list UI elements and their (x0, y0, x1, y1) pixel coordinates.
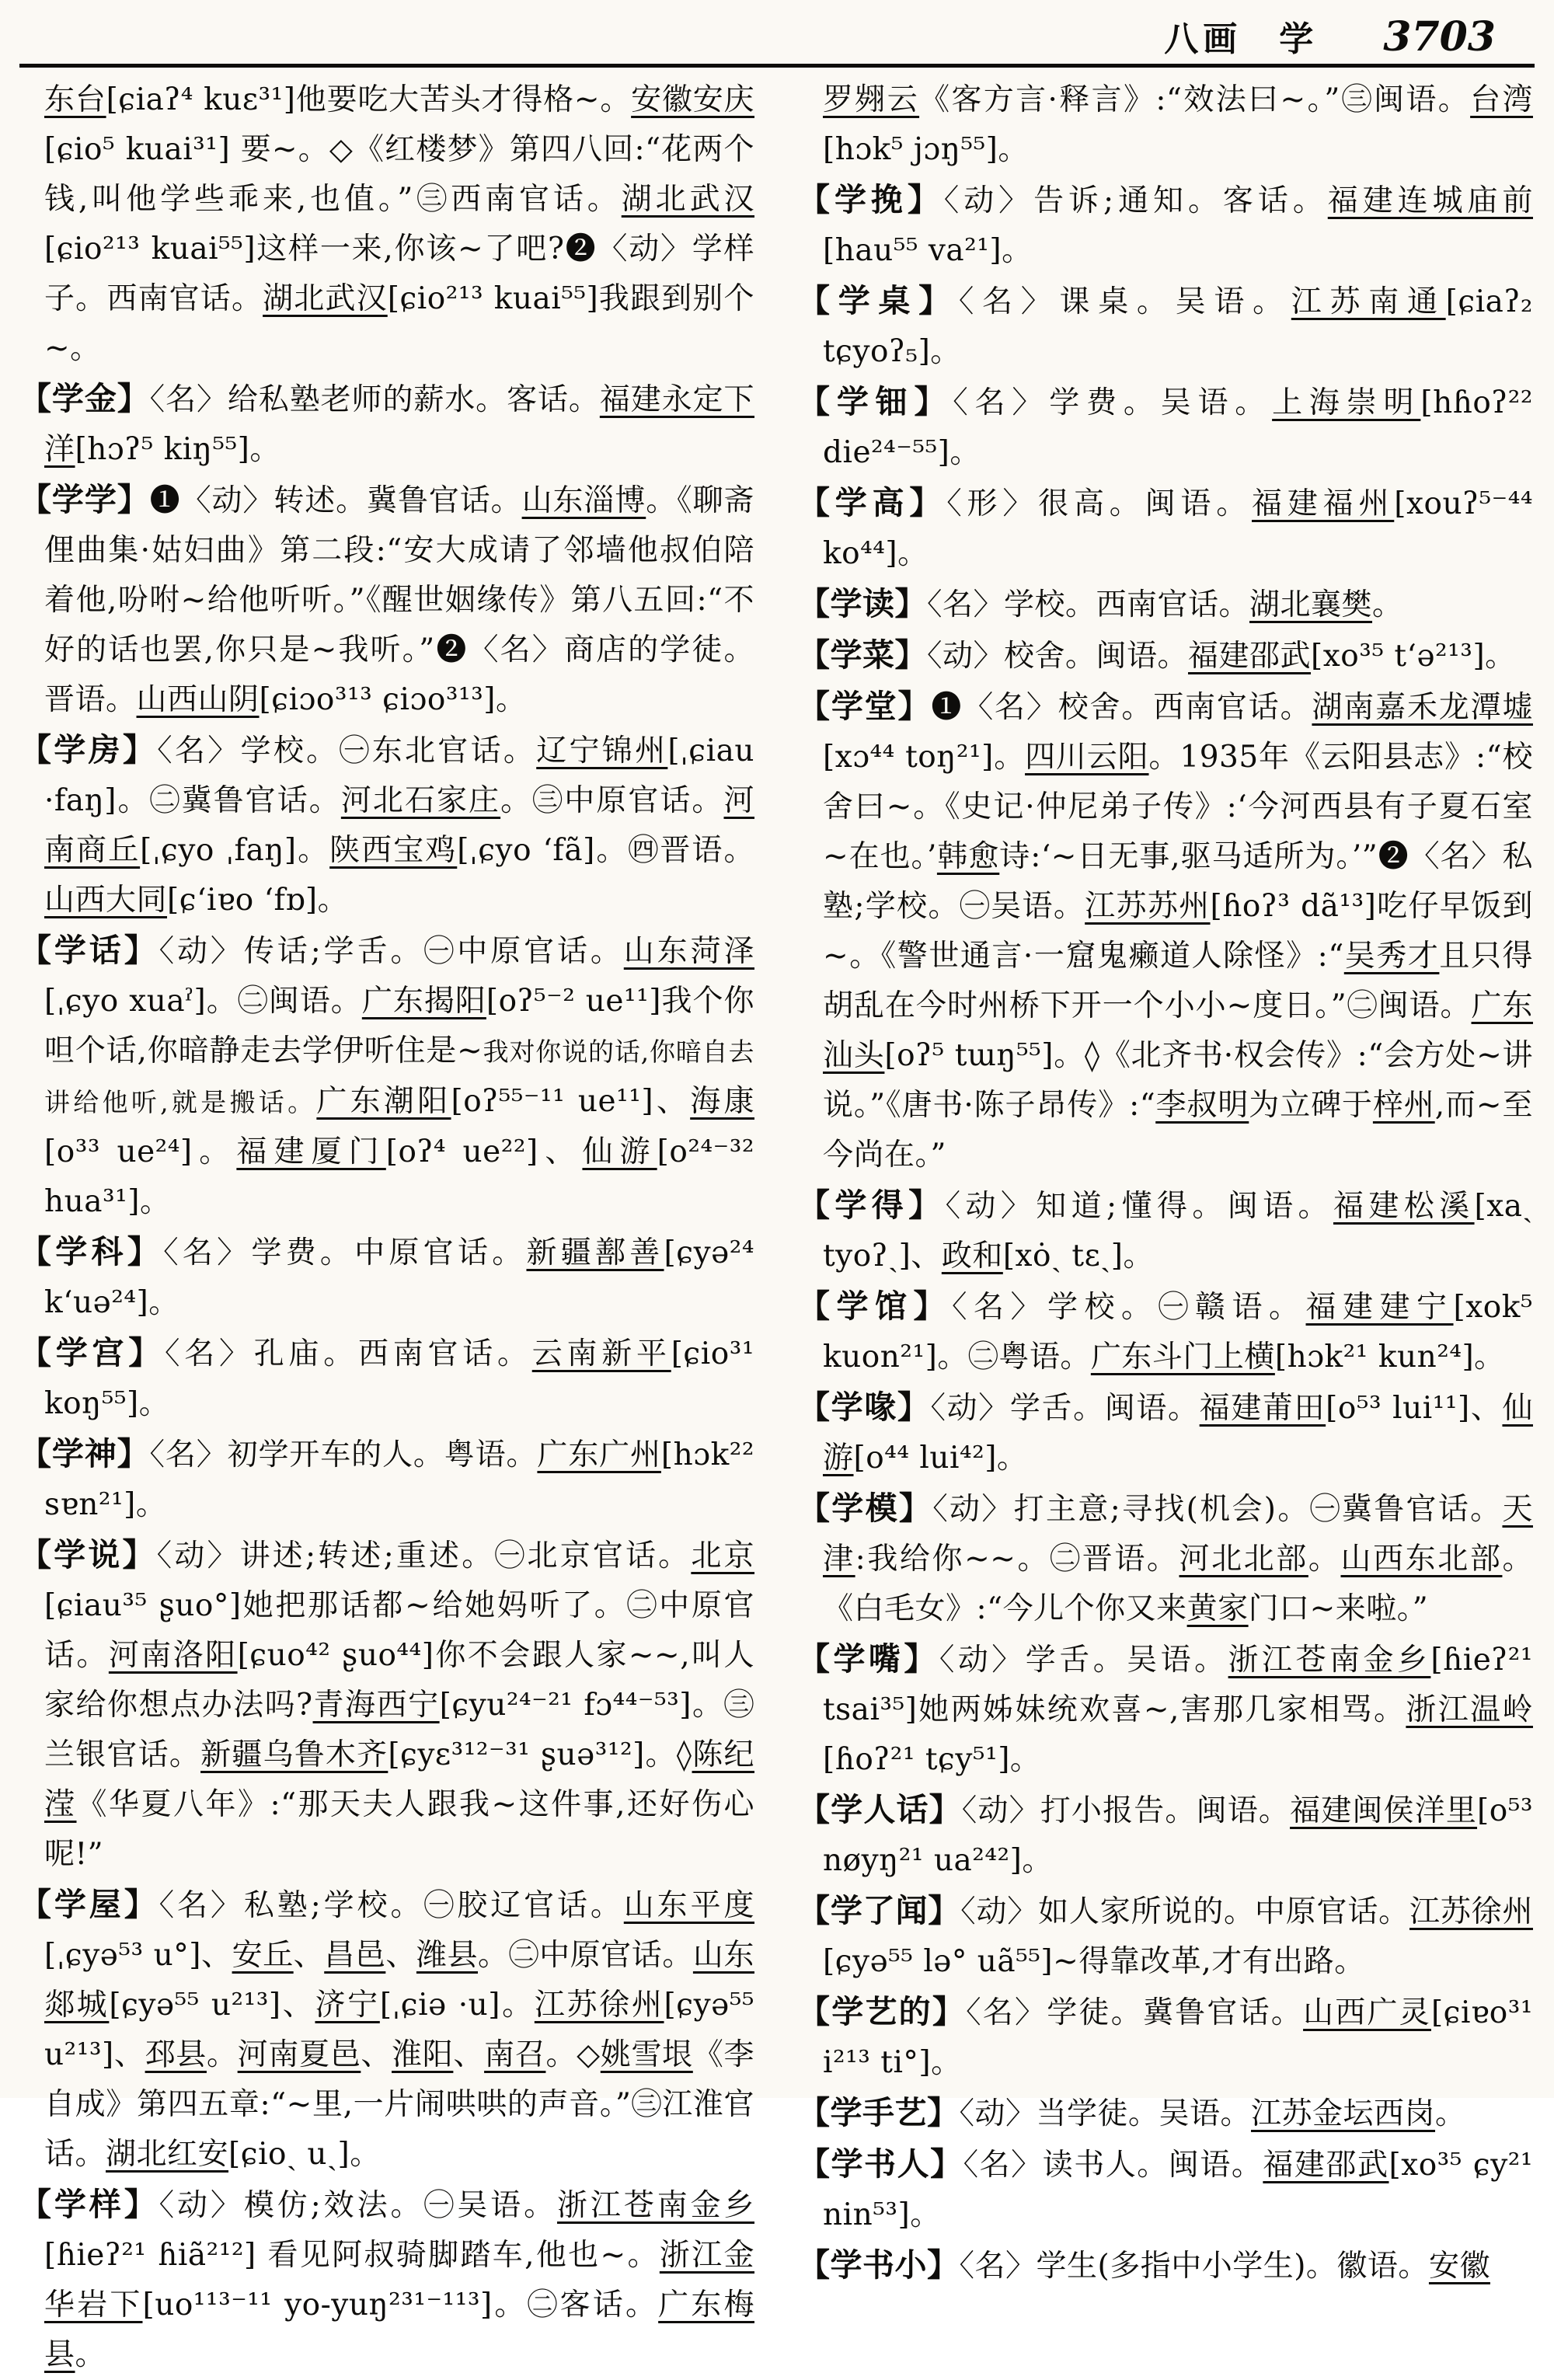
place-name: 福建邵武 (1188, 639, 1312, 674)
entry-text: [ˌɕyə⁵³ u°]、 (44, 1938, 232, 1973)
place-name: 韩愈 (936, 839, 1000, 874)
place-name: 江苏南通 (1291, 284, 1446, 319)
entry-text: ❶〈名〉校舍。西南官话。 (931, 690, 1312, 725)
place-name: 湖北武汉 (263, 281, 388, 316)
entry-text: 。 (75, 2337, 106, 2372)
entry-text: 。《聊斋俚曲集·姑妇曲》第二段:“安大成请了邻墙他叔伯陪着他,吩咐~给他听听。”《醒世姻缘传》第八五回:“不好的话也罢,你只是~我听。”❷〈名〉商店的学徒。晋语。 (44, 483, 754, 717)
entry-text: 〈名〉初学开车的人。粤语。 (149, 1437, 538, 1472)
entry-text: 诗:‘~日无事,驱马适所为。’”❷〈名〉私塾;学校。㊀吴语。 (823, 839, 1533, 924)
entry-text: 我对你说的话,你暗自去讲给他听,就是搬话。 (44, 1037, 754, 1117)
entry-text: 、 (385, 1938, 416, 1973)
dictionary-entry (798, 1180, 1533, 1281)
place-name: 山西东北部 (1340, 1542, 1503, 1577)
place-name: 安丘 (232, 1938, 294, 1973)
place-name: 北京 (691, 1538, 755, 1573)
entry-headword: 【学科】 (19, 1233, 164, 1270)
entry-text: 。㊁中原官话。 (478, 1938, 693, 1973)
entry-text: 〈形〉很高。闽语。 (946, 486, 1253, 521)
entry-text: 、 (453, 2037, 485, 2072)
entry-headword: 【学房】 (19, 731, 158, 768)
entry-text: [ɕʻiɐo ʻfɒ]。 (167, 883, 349, 918)
place-name: 昌邑 (324, 1938, 386, 1973)
entry-text: ,而~至今尚在。” (823, 1088, 1533, 1173)
place-name: 广东揭阳 (361, 984, 486, 1019)
entry-text: 。◇ (545, 2037, 601, 2072)
place-name: 姚雪垠 (600, 2037, 693, 2072)
entry-text: 。 (1308, 1542, 1341, 1577)
place-name: 河南夏邑 (237, 2037, 361, 2072)
dictionary-entry (798, 1281, 1533, 1382)
entry-text: [ɕyu²⁴⁻²¹ fɔ⁴⁴⁻⁵³]。㊂兰银官话。 (44, 1688, 754, 1772)
header-rule (19, 64, 1535, 68)
place-name: 福建松溪 (1333, 1189, 1475, 1224)
place-name: 安徽 (1428, 2249, 1490, 2284)
entry-text: [oʔ⁵ tɯŋ⁵⁵]。◊《北齐书·权会传》:“会方处~讲说。”《唐书·陈子昂传》:“ (823, 1038, 1533, 1123)
dictionary-entry (798, 175, 1533, 276)
entry-text: [ɕio²¹³ kuai⁵⁵]我跟到别个~。 (44, 281, 754, 366)
entry-text: 。 (1372, 587, 1403, 622)
dictionary-entry (19, 2180, 754, 2380)
entry-text: [o³³ ue²⁴]。 (44, 1134, 237, 1169)
entry-text: [hɔk⁵ jɔŋ⁵⁵]。 (823, 132, 1029, 167)
place-name: 广东梅县 (44, 2288, 754, 2372)
running-head (1164, 11, 1496, 61)
place-name: 广东汕头 (823, 988, 1533, 1073)
entry-text: [ɕuo⁴² ʂuo⁴⁴]你不会跟人家~~,叫人家给你想点办法吗? (44, 1638, 754, 1723)
entry-headword: 【学桌】 (798, 282, 959, 319)
entry-text: 〈动〉学舌。闽语。 (930, 1391, 1200, 1426)
dictionary-entry (798, 681, 1533, 1180)
dictionary-entry (798, 478, 1533, 579)
entry-text: :我给你~~。㊁晋语。 (855, 1542, 1179, 1577)
column-left (19, 75, 754, 2380)
entry-text: [xok⁵ kuon²¹]。㊁粤语。 (823, 1290, 1533, 1375)
dictionary-entry (798, 1634, 1533, 1785)
entry-text: 〈动〉如人家所说的。中原官话。 (960, 1894, 1409, 1929)
entry-text: [hɔk²¹ kun²⁴]。 (1274, 1340, 1505, 1375)
entry-text: 〈名〉私塾;学校。㊀胶辽官话。 (159, 1888, 624, 1923)
entry-text: [oʔ⁵⁵⁻¹¹ ue¹¹]、 (451, 1084, 691, 1119)
entry-headword: 【学菜】 (798, 636, 927, 674)
place-name: 浙江苍南金乡 (1228, 1643, 1431, 1678)
entry-text: 《华夏八年》:“那天夫人跟我~这件事,还好伤心呢!” (44, 1787, 754, 1872)
dictionary-entry (19, 1880, 754, 2180)
entry-text: [ɕioˏ uˏ]。 (228, 2137, 381, 2172)
entry-headword: 【学说】 (19, 1536, 157, 1573)
entry-text: [ɕio⁵ kuai³¹] 要~。◇《红楼梦》第四八回:“花两个钱,叫他学些乖来,也值。”㊂西南官话。 (44, 132, 754, 217)
page-number: 3703 (1383, 13, 1496, 61)
entry-headword: 【学堂】 (798, 688, 932, 725)
entry-text: [hɦoʔ²² die²⁴⁻⁵⁵]。 (823, 385, 1533, 470)
entry-text: 。㊂中原官话。 (500, 783, 724, 818)
stroke-section-label: 八画 (1164, 19, 1242, 59)
entry-text: 〈名〉学生(多指中小学生)。徽语。 (959, 2249, 1429, 2284)
entry-text: [ɕiaʔ₂ tɕyoʔ₅]。 (823, 284, 1533, 369)
page-header (19, 6, 1535, 64)
place-name: 福建福州 (1252, 486, 1395, 521)
place-name: 福建连城庙前 (1327, 183, 1533, 218)
place-name: 浙江苍南金乡 (556, 2188, 754, 2223)
entry-text: 〈动〉知道;懂得。闽语。 (945, 1189, 1333, 1224)
place-name: 湖北红安 (106, 2137, 229, 2172)
place-name: 天津 (823, 1492, 1533, 1577)
place-name: 上海崇明 (1272, 385, 1421, 420)
place-name: 湖南嘉禾龙潭墟 (1312, 690, 1533, 725)
place-name: 江苏徐州 (534, 1988, 664, 2023)
section-character: 学 (1279, 19, 1314, 59)
place-name: 云南新平 (531, 1336, 671, 1371)
place-name: 仙游 (823, 1391, 1533, 1476)
place-name: 湖北襄樊 (1249, 587, 1373, 622)
entry-text: 。1935年《云阳县志》:“校舍曰~。《史记·仲尼弟子传》:‘今河西县有子夏石室~在也。’ (823, 740, 1533, 874)
entry-text: [xȯˏ tɛˏ]。 (1002, 1239, 1154, 1274)
place-name: 罗翙云 (823, 82, 920, 117)
entry-text: 〈名〉学费。中原官话。 (163, 1235, 527, 1270)
place-name: 政和 (941, 1239, 1003, 1274)
entry-headword: 【学话】 (19, 932, 159, 969)
entry-text: 〈动〉告诉;通知。客话。 (943, 183, 1328, 218)
place-name: 台湾 (1470, 82, 1533, 117)
entry-headword: 【学神】 (19, 1435, 150, 1472)
place-name: 新疆乌鲁木齐 (200, 1737, 388, 1772)
entry-text: [uo¹¹³⁻¹¹ yo-yuŋ²³¹⁻¹¹³]。㊁客话。 (142, 2288, 659, 2323)
entry-headword: 【学屋】 (19, 1886, 159, 1923)
place-name: 广东潮阳 (316, 1084, 451, 1119)
place-name: 淮阳 (392, 2037, 454, 2072)
dictionary-entry (798, 377, 1533, 478)
dictionary-entry (798, 1785, 1533, 1886)
entry-text: [ɕyə⁵⁵ lə° uã⁵⁵]~得靠改革,才有出路。 (823, 1944, 1365, 1979)
entry-text: [ˌɕyo ʻfã]。㊃晋语。 (457, 833, 754, 868)
place-name: 江苏苏州 (1085, 889, 1211, 924)
place-name: 河北石家庄 (340, 783, 501, 818)
entry-text: [ɕiɔo³¹³ ɕiɔo³¹³]。 (259, 682, 527, 717)
place-name: 安徽安庆 (631, 82, 754, 117)
entry-headword: 【学高】 (798, 484, 947, 521)
entry-text: [o²⁴⁻³² hua³¹]。 (44, 1134, 754, 1219)
entry-text: [ɦieʔ²¹ ɦiã²¹²] 看见阿叔骑脚踏车,他也~。 (44, 2238, 660, 2273)
entry-headword: 【学手艺】 (798, 2094, 960, 2131)
entry-text: [ɦoʔ²¹ tɕy⁵¹]。 (823, 1742, 1041, 1777)
place-name: 吴秀才 (1343, 939, 1440, 974)
entry-text: [ɦoʔ³ dã¹³]吃仔早饭到~。《警世通言·一窟鬼癞道人除怪》:“ (823, 889, 1533, 974)
place-name: 潍县 (416, 1938, 479, 1973)
entry-text: [ɕyɛ³¹²⁻³¹ ʂuə³¹²]。◊ (388, 1737, 692, 1772)
entry-text: [ɕiau³⁵ ʂuo°]她把那话都~给她妈听了。㊁中原官话。 (44, 1588, 754, 1673)
entry-headword: 【学读】 (798, 585, 927, 622)
place-name: 山西广灵 (1303, 1995, 1431, 2030)
entry-headword: 【学样】 (19, 2186, 159, 2223)
place-name: 福建莆田 (1199, 1391, 1326, 1426)
entry-text: 为立碑于 (1249, 1088, 1373, 1123)
place-name: 济宁 (315, 1988, 380, 2023)
entry-text: 〈动〉校舍。闽语。 (927, 639, 1189, 674)
dictionary-entry (19, 1429, 754, 1530)
entry-headword: 【学书小】 (798, 2246, 960, 2284)
entry-text: 〈名〉孔庙。西南官话。 (165, 1336, 532, 1371)
place-name: 浙江金华岩下 (44, 2238, 754, 2323)
place-name: 浙江温岭 (1406, 1692, 1533, 1727)
place-name: 河南洛阳 (108, 1638, 238, 1673)
entry-continuation (798, 75, 1533, 175)
entry-text: 〈名〉读书人。闽语。 (963, 2148, 1263, 2183)
entry-text: [oʔ⁴ ue²²]、 (385, 1134, 583, 1169)
entry-text: [ɕiaʔ⁴ kuɛ³¹]他要吃大苦头才得格~。 (106, 82, 632, 117)
place-name: 陈纪滢 (44, 1737, 754, 1822)
entry-text: 。 (206, 2037, 238, 2072)
entry-headword: 【学模】 (798, 1490, 933, 1527)
entry-headword: 【学宫】 (19, 1334, 165, 1371)
entry-text: 〈名〉学徒。冀鲁官话。 (966, 1995, 1304, 2030)
place-name: 黄家 (1186, 1591, 1249, 1626)
dictionary-entry (19, 925, 754, 1227)
entry-headword: 【学人话】 (798, 1791, 962, 1828)
dictionary-entry (798, 1483, 1533, 1634)
entry-text: 〈动〉打小报告。闽语。 (961, 1793, 1291, 1828)
entry-text: [ɕyə⁵⁵ u²¹³]、 (44, 1988, 754, 2072)
entry-headword: 【学得】 (798, 1187, 946, 1224)
entry-text: 〈名〉学校。西南官话。 (927, 587, 1250, 622)
place-name: 广东广州 (537, 1437, 661, 1472)
entry-text: 门口~来啦。” (1248, 1591, 1429, 1626)
entry-headword: 【学嘴】 (798, 1640, 939, 1678)
entry-text: [xaˏ tyoʔˏ]、 (823, 1189, 1533, 1274)
entry-text: [xo³⁵ tʻə²¹³]。 (1311, 639, 1516, 674)
dictionary-entry (19, 725, 754, 925)
entry-text: 〈名〉给私塾老师的薪水。客话。 (149, 382, 600, 417)
place-name: 山东平度 (623, 1888, 754, 1923)
entry-text: [ˌɕiau ·faŋ]。㊁冀鲁官话。 (44, 734, 754, 818)
dictionary-entry (798, 579, 1533, 630)
entry-text: [hɔʔ⁵ kiŋ⁵⁵]。 (75, 432, 280, 467)
entry-headword: 【学了闻】 (798, 1892, 961, 1929)
entry-text: [ˌɕyo xuaˀ]。㊁闽语。 (44, 984, 362, 1019)
entry-headword: 【学书人】 (798, 2145, 963, 2183)
text-columns (19, 75, 1535, 2380)
place-name: 李叔明 (1155, 1088, 1249, 1123)
entry-text: [xɔ⁴⁴ toŋ²¹]。 (823, 740, 1026, 775)
entry-text: [ɕio²¹³ kuai⁵⁵]这样一来,你该~了吧?❷〈动〉学样子。西南官话。 (44, 232, 754, 316)
place-name: 福建建宁 (1305, 1290, 1454, 1325)
place-name: 福建厦门 (236, 1134, 386, 1169)
place-name: 仙游 (582, 1134, 657, 1169)
entry-text: [ˌɕyo ˌfaŋ]。 (140, 833, 330, 868)
place-name: 山东淄博 (521, 483, 646, 518)
entry-headword: 【学馆】 (798, 1288, 952, 1325)
dictionary-entry (798, 2088, 1533, 2139)
place-name: 四川云阳 (1025, 740, 1149, 775)
entry-text: 、 (293, 1938, 325, 1973)
place-name: 江苏徐州 (1409, 1894, 1533, 1929)
place-name: 新疆鄯善 (526, 1235, 664, 1270)
place-name: 山西大同 (44, 883, 168, 918)
place-name: 河北北部 (1179, 1542, 1308, 1577)
entry-text: 。 (1435, 2096, 1466, 2131)
dictionary-entry (798, 276, 1533, 377)
place-name: 辽宁锦州 (536, 734, 668, 768)
column-right (798, 75, 1533, 2380)
entry-headword: 【学挽】 (798, 181, 944, 218)
entry-text: [ˌɕiə ·u]。 (379, 1988, 535, 2023)
entry-text: [o⁵³ nøyŋ²¹ ua²⁴²]。 (823, 1793, 1533, 1878)
entry-text: 《李自成》第四五章:“~里,一片闹哄哄的声音。”㊂江淮官话。 (44, 2037, 754, 2172)
entry-headword: 【学金】 (19, 380, 150, 417)
entry-text: 〈动〉模仿;效法。㊀吴语。 (159, 2188, 557, 2223)
entry-text: 〈动〉当学徒。吴语。 (959, 2096, 1252, 2131)
entry-headword: 【学喙】 (798, 1389, 931, 1426)
place-name: 山西山阴 (136, 682, 260, 717)
place-name: 福建永定下洋 (44, 382, 754, 467)
entry-text: [hɔk²² sɐn²¹]。 (44, 1437, 754, 1522)
entry-text: 〈名〉学校。㊀赣语。 (952, 1290, 1306, 1325)
entry-text: [ɕio³¹ koŋ⁵⁵]。 (44, 1336, 754, 1421)
entry-text: [oʔ⁵⁻² ue¹¹]我个你呾个话,你暗静走去学伊听住是~ (44, 984, 754, 1068)
entry-headword: 【学钿】 (798, 383, 953, 420)
entry-continuation (19, 75, 754, 374)
place-name: 南召 (484, 2037, 546, 2072)
entry-text: [ɕiɐo³¹ i²¹³ ti°]。 (823, 1995, 1533, 2080)
entry-text: [xo³⁵ ɕy²¹ nin⁵³]。 (823, 2148, 1534, 2232)
entry-text: [hau⁵⁵ va²¹]。 (823, 233, 1033, 268)
dictionary-entry (19, 1227, 754, 1328)
place-name: 邳县 (145, 2037, 207, 2072)
place-name: 梓州 (1372, 1088, 1435, 1123)
entry-text: 〈动〉学舌。吴语。 (939, 1643, 1228, 1678)
entry-text: 。《白毛女》:“今儿个你又来 (823, 1542, 1533, 1626)
place-name: 东台 (44, 82, 106, 117)
entry-text: [xouʔ⁵⁻⁴⁴ ko⁴⁴]。 (823, 486, 1533, 571)
place-name: 湖北武汉 (621, 182, 754, 217)
entry-text: [ɦieʔ²¹ tsai³⁵]她两姊妹统欢喜~,害那几家相骂。 (823, 1643, 1533, 1727)
dictionary-entry (798, 630, 1533, 681)
entry-text: 〈动〉讲述;转述;重述。㊀北京官话。 (156, 1538, 692, 1573)
place-name: 山东菏泽 (623, 934, 754, 969)
place-name: 广东斗门上横 (1090, 1340, 1275, 1375)
entry-text: 〈名〉学费。吴语。 (953, 385, 1273, 420)
entry-text: [o⁵³ lui¹¹]、 (1326, 1391, 1503, 1426)
place-name: 青海西宁 (312, 1688, 440, 1723)
entry-text: 〈动〉打主意;寻找(机会)。㊀冀鲁官话。 (932, 1492, 1503, 1527)
dictionary-entry (19, 1530, 754, 1880)
entry-text: 〈名〉学校。㊀东北官话。 (157, 734, 537, 768)
dictionary-entry (798, 2240, 1533, 2291)
dictionary-entry (19, 475, 754, 725)
dictionary-entry (19, 1328, 754, 1429)
entry-text: [ɕyə²⁴ kʻuə²⁴]。 (44, 1235, 754, 1320)
dictionary-entry (798, 1987, 1533, 2088)
dictionary-entry (798, 1886, 1533, 1987)
entry-text: [o⁴⁴ lui⁴²]。 (853, 1441, 1028, 1476)
entry-headword: 【学学】 (19, 481, 150, 518)
entry-text: ❶〈动〉转述。冀鲁官话。 (149, 483, 522, 518)
place-name: 福建闽侯洋里 (1290, 1793, 1478, 1828)
entry-text: 〈动〉传话;学舌。㊀中原官话。 (159, 934, 624, 969)
entry-text: 《客方言·释言》:“效法曰~。”㊂闽语。 (919, 82, 1471, 117)
place-name: 山东郯城 (44, 1938, 754, 2023)
dictionary-entry (798, 1382, 1533, 1483)
dictionary-entry (798, 2139, 1533, 2240)
place-name: 福建邵武 (1263, 2148, 1389, 2183)
entry-text: 〈名〉课桌。吴语。 (958, 284, 1291, 319)
place-name: 陕西宝鸡 (329, 833, 458, 868)
place-name: 海康 (690, 1084, 754, 1119)
dictionary-entry (19, 374, 754, 475)
place-name: 河南商丘 (44, 783, 754, 868)
entry-text: 且只得胡乱在今时州桥下开一个小小~度日。”㊁闽语。 (823, 939, 1533, 1023)
entry-text: [ɕyə⁵⁵ u²¹³]、 (109, 1988, 315, 2023)
entry-text: 、 (361, 2037, 392, 2072)
entry-headword: 【学艺的】 (798, 1993, 967, 2030)
place-name: 江苏金坛西岗 (1251, 2096, 1436, 2131)
